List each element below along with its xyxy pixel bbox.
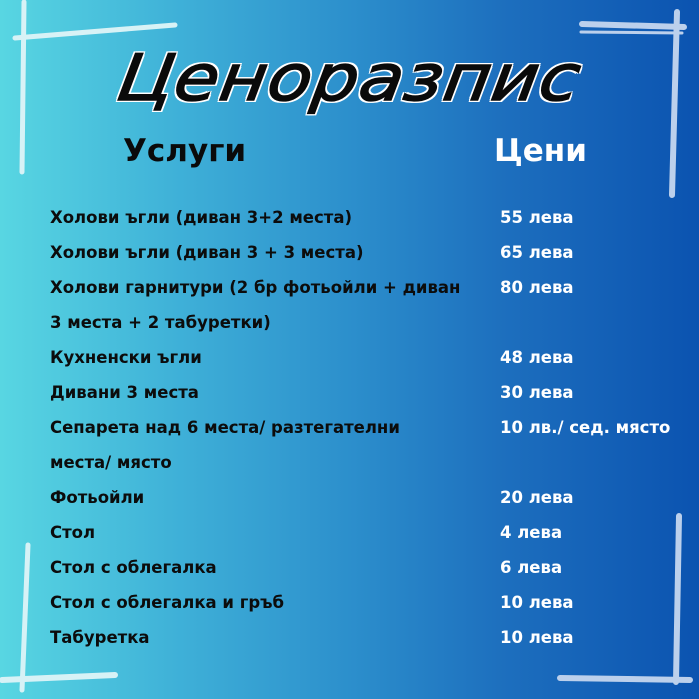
- services-header: Услуги: [123, 133, 247, 169]
- service-price: 30 лева: [500, 383, 574, 402]
- price-row: [0, 201, 699, 236]
- service-name: места/ място: [50, 453, 172, 472]
- service-price: 4 лева: [500, 523, 563, 542]
- price-row-continuation: [0, 446, 699, 481]
- service-name: Холови гарнитури (2 бр фотьойли + диван: [50, 278, 461, 297]
- service-name: Фотьойли: [50, 488, 145, 507]
- service-name: Сепарета над 6 места/ разтегателни: [50, 418, 400, 437]
- price-row: [0, 341, 699, 376]
- service-price: 10 лв./ сед. място: [500, 418, 671, 437]
- price-row: [0, 411, 699, 446]
- price-row: [0, 621, 699, 656]
- price-row: [0, 236, 699, 271]
- service-name: Дивани 3 места: [50, 383, 199, 402]
- price-row: [0, 551, 699, 586]
- service-price: 48 лева: [500, 348, 574, 367]
- service-price: 55 лева: [500, 208, 574, 227]
- price-row: [0, 376, 699, 411]
- service-name: Кухненски ъгли: [50, 348, 202, 367]
- service-name: Холови ъгли (диван 3 + 3 места): [50, 243, 364, 262]
- service-price: 6 лева: [500, 558, 563, 577]
- service-price: 10 лева: [500, 628, 574, 647]
- service-name: 3 места + 2 табуретки): [50, 313, 271, 332]
- service-name: Холови ъгли (диван 3+2 места): [50, 208, 353, 227]
- price-row: [0, 271, 699, 306]
- service-name: Стол с облегалка и гръб: [50, 593, 285, 612]
- service-price: 10 лева: [500, 593, 574, 612]
- price-row: [0, 481, 699, 516]
- service-price: 80 лева: [500, 278, 574, 297]
- service-price: 65 лева: [500, 243, 574, 262]
- prices-header: Цени: [494, 133, 587, 169]
- page-title: Ценоразпис: [112, 42, 587, 116]
- price-list: [0, 201, 699, 656]
- price-row: [0, 516, 699, 551]
- service-name: Стол: [50, 523, 96, 542]
- service-name: Стол с облегалка: [50, 558, 217, 577]
- service-name: Табуретка: [50, 628, 150, 647]
- price-row-continuation: [0, 306, 699, 341]
- price-row: [0, 586, 699, 621]
- service-price: 20 лева: [500, 488, 574, 507]
